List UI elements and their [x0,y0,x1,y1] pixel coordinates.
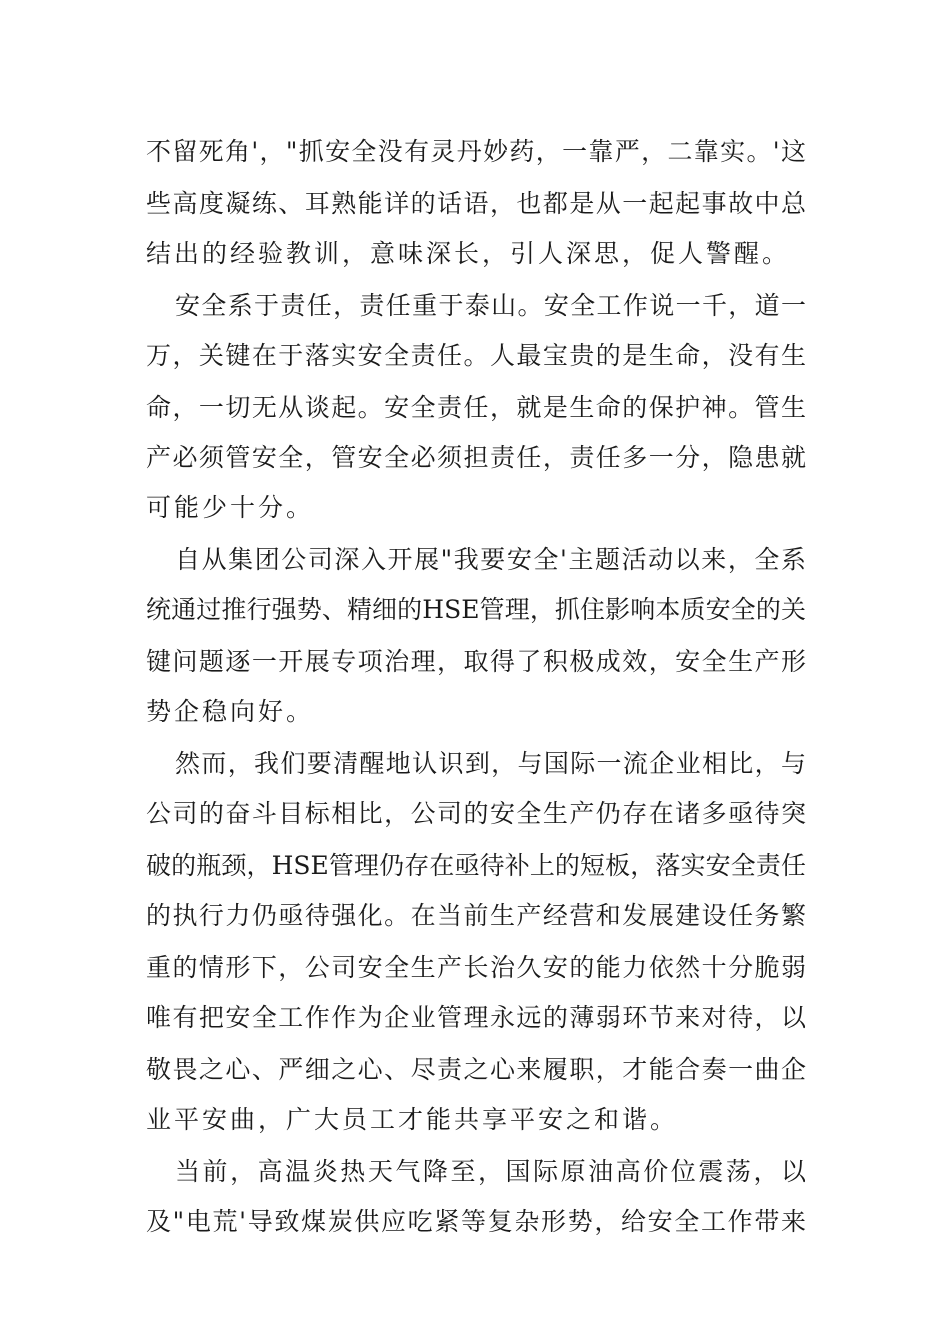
paragraph-first-line: 自从集团公司深入开展"我要安全'主题活动以来，全系 [175,545,806,574]
text-line: 些高度凝练、耳熟能详的话语，也都是从一起起事故中总 [146,189,806,218]
text-line: 不留死角'，"抓安全没有灵丹妙药，一靠严，二靠实。'这 [146,137,806,166]
text-line: 及"电荒'导致煤炭供应吃紧等复杂形势，给安全工作带来 [146,1207,806,1236]
paragraph-first-line: 安全系于责任，责任重于泰山。安全工作说一千，道一 [175,291,806,320]
text-line: 键问题逐一开展专项治理，取得了积极成效，安全生产形 [146,647,806,676]
text-line: 的执行力仍亟待强化。在当前生产经营和发展建设任务繁 [146,901,806,930]
text-line: 重的情形下，公司安全生产长治久安的能力依然十分脆弱 [146,953,806,982]
paragraph-first-line: 当前，高温炎热天气降至，国际原油高价位震荡，以 [175,1157,806,1186]
text-line: 公司的奋斗目标相比，公司的安全生产仍存在诸多亟待突 [146,799,806,828]
text-line: 业平安曲，广大员工才能共享平安之和谐。 [146,1105,679,1134]
text-line: 结出的经验教训，意味深长，引人深思，促人警醒。 [146,239,791,268]
text-line: 命，一切无从谈起。安全责任，就是生命的保护神。管生 [146,393,806,422]
paragraph-first-line: 然而，我们要清醒地认识到，与国际一流企业相比，与 [175,749,806,778]
text-line: 统通过推行强势、精细的HSE管理，抓住影响本质安全的关 [146,595,806,624]
text-line: 产必须管安全，管安全必须担责任，责任多一分，隐患就 [146,443,806,472]
text-line: 破的瓶颈，HSE管理仍存在亟待补上的短板，落实安全责任 [146,851,806,880]
text-line: 唯有把安全工作作为企业管理永远的薄弱环节来对待，以 [146,1003,806,1032]
text-line: 万，关键在于落实安全责任。人最宝贵的是生命，没有生 [146,341,806,370]
text-line: 可能少十分。 [146,493,315,522]
text-line: 敬畏之心、严细之心、尽责之心来履职，才能合奏一曲企 [146,1055,806,1084]
text-line: 势企稳向好。 [146,697,315,726]
